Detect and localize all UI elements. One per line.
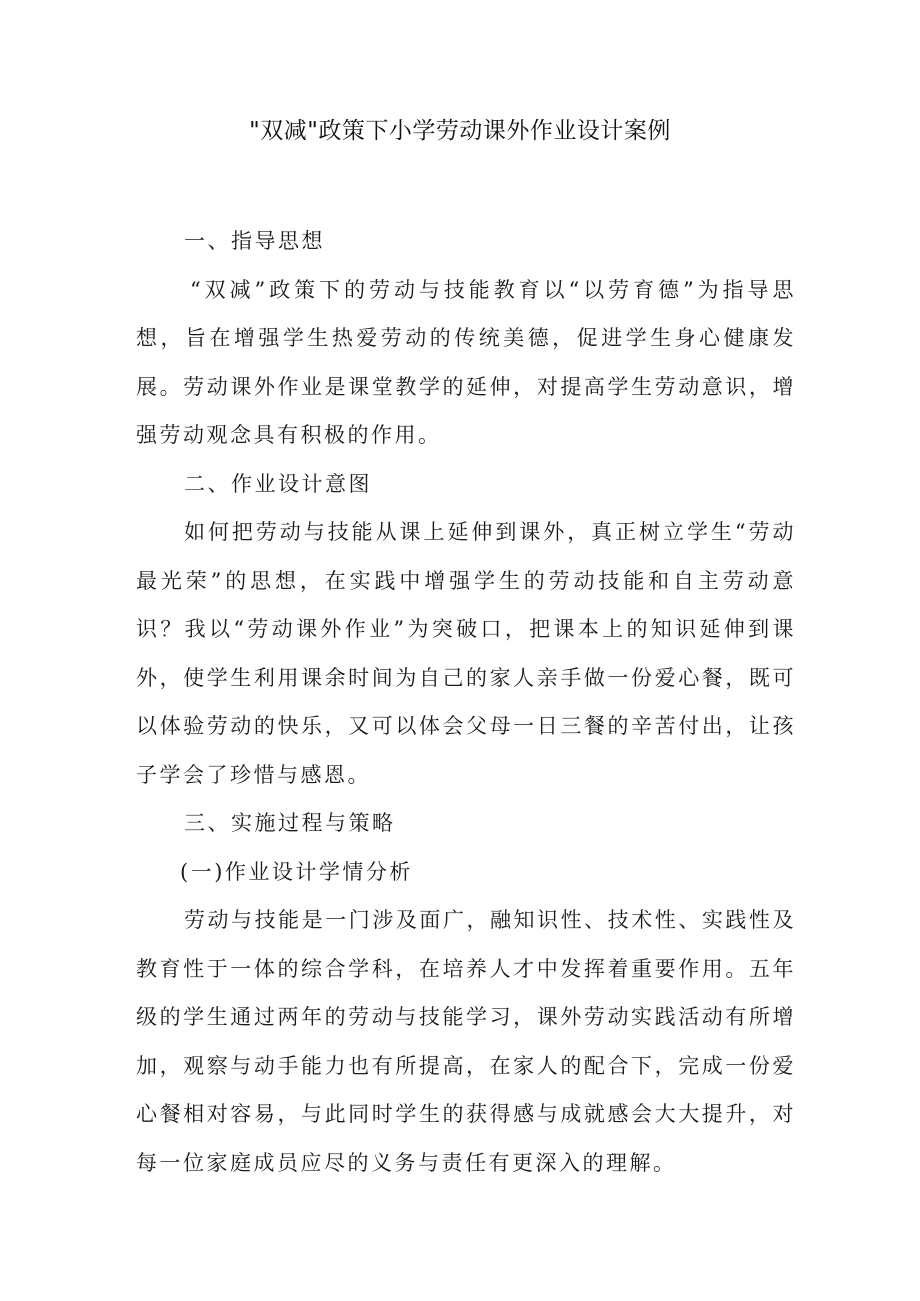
subsection-heading-learner-analysis: (一)作业设计学情分析 xyxy=(180,859,413,884)
section-heading-guiding-ideology: 一、指导思想 xyxy=(184,229,325,253)
section-paragraph-guiding-ideology: “双减”政策下的劳动与技能教育以“以劳育德”为指导思想，旨在增强学生热爱劳动的传统美德，促进学生身心健康发展。劳动课外作业是课堂教学的延伸，对提高学生劳动意识，增强劳动观念具有积极的作用。 xyxy=(136,277,796,447)
section-heading-implementation: 三、实施过程与策略 xyxy=(184,811,396,835)
document-body xyxy=(136,217,796,1187)
section-heading-design-intent: 二、作业设计意图 xyxy=(184,471,372,496)
section-paragraph-learner-analysis: 劳动与技能是一门涉及面广，融知识性、技术性、实践性及教育性于一体的综合学科，在培养人才中发挥着重要作用。五年级的学生通过两年的劳动与技能学习，课外劳动实践活动有所增加，观察与动手能力也有所提高，在家人的配合下，完成一份爱心餐相对容易，与此同时学生的获得感与成就感会大大提升，对每一位家庭成员应尽的义务与责任有更深入的理解。 xyxy=(136,908,796,1175)
section-paragraph-design-intent: 如何把劳动与技能从课上延伸到课外，真正树立学生“劳动最光荣”的思想，在实践中增强学生的劳动技能和自主劳动意识？我以“劳动课外作业”为突破口，把课本上的知识延伸到课外，使学生利用课余时间为自己的家人亲手做一份爱心餐，既可以体验劳动的快乐，又可以体会父母一日三餐的辛苦付出，让孩子学会了珍惜与感恩。 xyxy=(136,520,796,787)
document-title: "双减"政策下小学劳动课外作业设计案例 xyxy=(249,118,671,144)
